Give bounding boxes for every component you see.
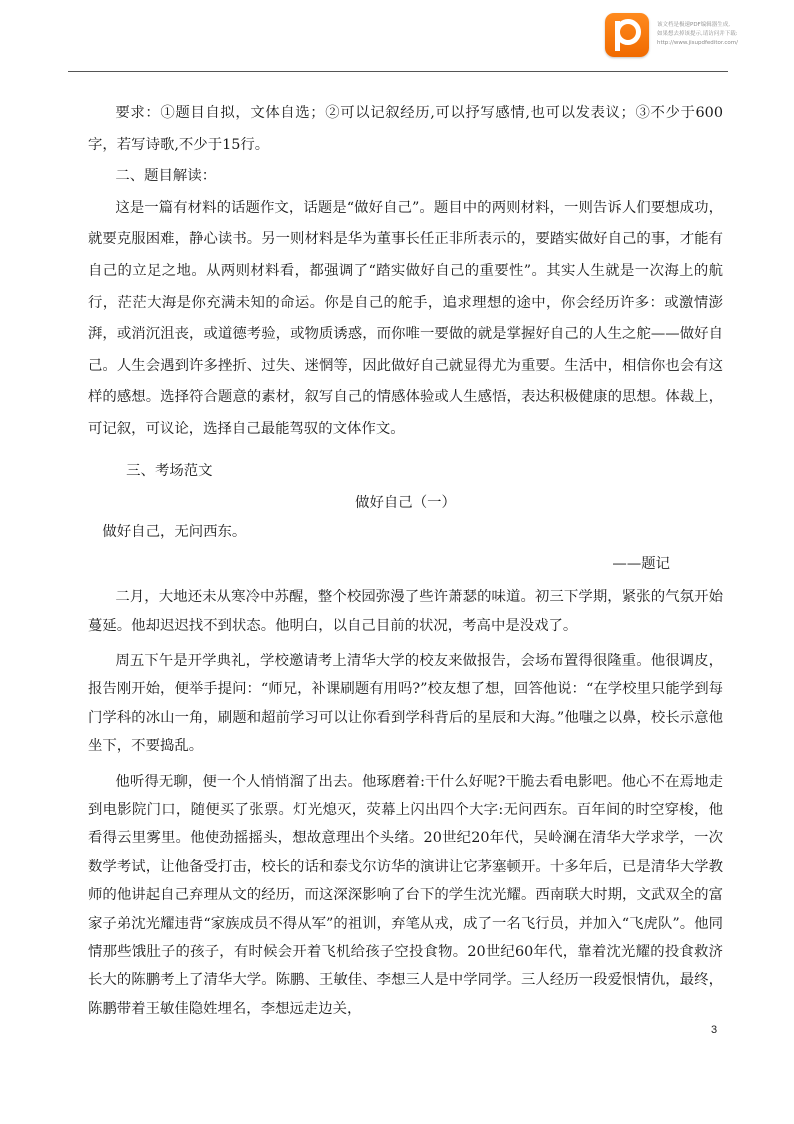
requirement-paragraph: 要求：①题目自拟，文体自选；②可以记叙经历,可以抒写感情,也可以发表议；③不少于600字，若写诗歌,不少于15行。 [88,105,723,153]
page-number: 3 [711,1024,718,1036]
motto-signature: ——题记 [612,556,670,573]
header-note-line: http://www.jisupdfeditor.com/ [657,40,738,46]
header-watermark-note [657,21,787,48]
header-note-line: 如果想去掉该提示,请访问并下载: [657,31,738,37]
essay-paragraph: 周五下午是开学典礼，学校邀请考上清华大学的校友来做报告，会场布置得很隆重。他很调皮，报告刚开始，便举手提问：“师兄，补课刷题有用吗?”校友想了想，回答他说：“在学校里只能学到每门学科的冰山一角，刷题和超前学习可以让你看到学科背后的星辰和大海。”他嗤之以鼻，校长示意他坐下，不要捣乱。 [88,652,723,755]
essay-paragraph: 他听得无聊，便一个人悄悄溜了出去。他琢磨着:干什么好呢?干脆去看电影吧。他心不在焉地走到电影院门口，随便买了张票。灯光熄灭，荧幕上闪出四个大字:无问西东。百年间的时空穿梭，他看得云里雾里。他使劲摇摇头，想故意理出个头绪。20世纪20年代，吴岭澜在清华大学求学，一次数学考试，让他备受打击，校长的话和泰戈尔访华的演讲让它茅塞顿开。十多年后，已是清华大学教师的他讲起自己弃理从文的经历，而这深深影响了台下的学生沈光耀。西南联大时期，文武双全的富家子弟沈光耀违背“家族成员不得从军”的祖训，弃笔从戎，成了一名飞行员，并加入“飞虎队”。他同情那些饿肚子的孩子，有时候会开着飞机给孩子空投食物。20世纪60年代，靠着沈光耀的投食救济长大的陈鹏考上了清华大学。陈鹏、王敏佳、李想三人是中学同学。三人经历一段爱恨情仇，最终，陈鹏带着王敏佳隐姓埋名，李想远走边关， [88,773,723,1017]
header-note-line: 该文档是极速PDF编辑器生成, [657,22,730,28]
header-rule [68,71,728,72]
document-body [88,98,723,1030]
essay-motto: 做好自己，无问西东。 [102,524,247,541]
pdf-p-logo-icon [605,13,649,57]
section-heading: 二、题目解读： [115,168,217,185]
analysis-paragraph: 这是一篇有材料的话题作文，话题是“做好自己”。题目中的两则材料，一则告诉人们要想成功，就要克服困难，静心读书。另一则材料是华为董事长任正非所表示的，要踏实做好自己的事，才能有自己的立足之地。从两则材料看，都强调了“踏实做好自己的重要性”。其实人生就是一次海上的航行，茫茫大海是你充满未知的命运。你是自己的舵手，追求理想的途中，你会经历许多：或激情澎湃，或消沉沮丧，或道德考验，或物质诱惑，而你唯一要做的就是掌握好自己的人生之舵——做好自己。人生会遇到许多挫折、过失、迷惘等，因此做好自己就显得尤为重要。生活中，相信你也会有这样的感想。选择符合题意的素材，叙写自己的情感体验或人生感悟，表达积极健康的思想。体裁上，可记叙，可议论，选择自己最能驾驭的文体作文。 [88,199,723,437]
section-heading: 三、考场范文 [126,462,213,479]
essay-title: 做好自己（一） [355,495,456,512]
essay-paragraph: 二月，大地还未从寒冷中苏醒，整个校园弥漫了些许萧瑟的味道。初三下学期，紧张的气氛开始蔓延。他却迟迟找不到状态。他明白，以自己目前的状况，考高中是没戏了。 [88,589,723,634]
